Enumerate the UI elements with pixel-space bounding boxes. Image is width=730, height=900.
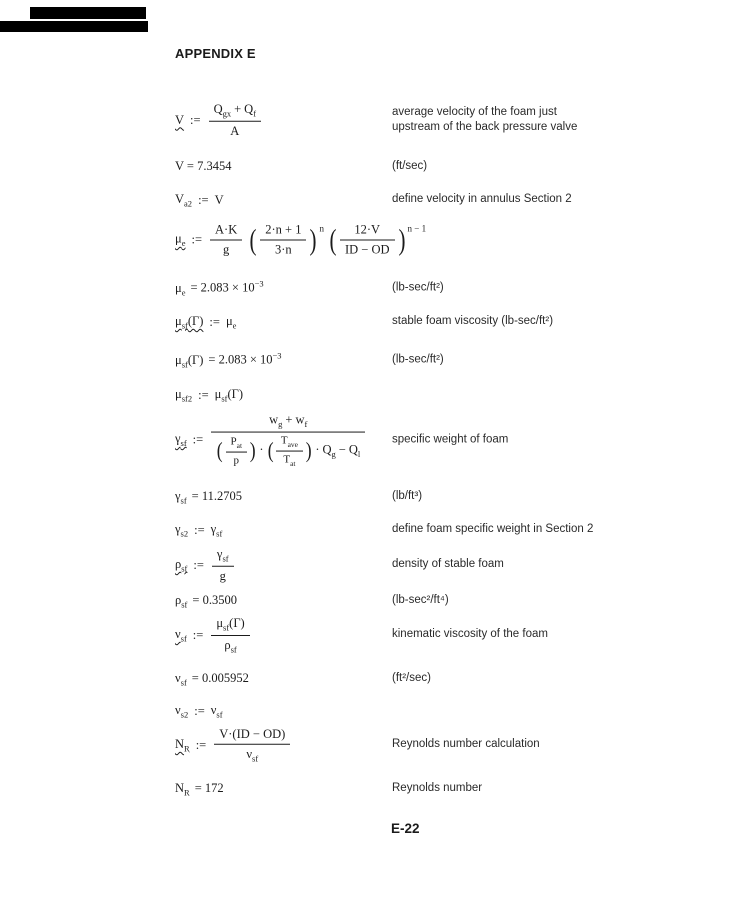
variable xyxy=(175,314,203,331)
value: = 2.083 × 10 xyxy=(190,280,255,295)
variable xyxy=(175,781,224,798)
subscript: sf xyxy=(180,438,187,449)
subscript: f xyxy=(304,419,308,430)
subscript: sf xyxy=(180,633,187,644)
assign-operator: := xyxy=(193,557,204,572)
numerator xyxy=(226,435,248,452)
assign-operator: := xyxy=(194,703,205,718)
exponent: −3 xyxy=(272,350,282,361)
variable xyxy=(211,522,223,539)
variable xyxy=(215,387,243,404)
subscript: e xyxy=(181,238,186,249)
variable xyxy=(175,432,187,449)
variable xyxy=(175,192,192,209)
minus-operator: − xyxy=(338,442,346,457)
paren-open: ( xyxy=(216,437,223,463)
math-expression xyxy=(175,102,392,139)
math-expression xyxy=(175,616,392,654)
variable xyxy=(283,453,296,468)
annotation: stable foam viscosity (lb-sec/ft²) xyxy=(392,315,554,328)
variable xyxy=(246,746,259,764)
paren-open: ( xyxy=(267,437,274,463)
equation-row xyxy=(175,727,720,764)
equation-row xyxy=(175,593,720,610)
page-number: E-22 xyxy=(391,821,420,836)
math-expression xyxy=(175,387,392,404)
math-expression xyxy=(175,547,392,584)
equation-row xyxy=(175,387,720,404)
variable xyxy=(175,737,190,754)
denominator xyxy=(276,451,303,467)
variable xyxy=(230,435,243,450)
variable xyxy=(213,101,232,119)
paren-close: ) xyxy=(398,223,405,256)
numerator xyxy=(276,434,303,451)
annotation: (lb-sec/ft²) xyxy=(392,281,444,294)
denominator xyxy=(211,432,365,467)
equation-row xyxy=(175,102,720,139)
value: = 0.005952 xyxy=(191,670,249,685)
annotation: (lb-sec/ft²) xyxy=(392,353,444,366)
annotation: specific weight of foam xyxy=(392,433,509,446)
base: γ xyxy=(216,546,223,561)
fraction xyxy=(226,435,248,466)
variable xyxy=(175,113,184,128)
math-expression xyxy=(175,781,392,798)
variable xyxy=(216,546,229,564)
fraction xyxy=(211,413,365,468)
numerator xyxy=(211,616,249,636)
value: = 172 xyxy=(194,780,224,795)
base: γ xyxy=(175,431,181,446)
base: μ xyxy=(175,313,182,328)
subscript: s2 xyxy=(180,709,189,720)
redaction-bar-top xyxy=(30,7,146,19)
base: Q xyxy=(213,101,223,116)
exponent: n xyxy=(319,223,324,234)
fraction xyxy=(212,547,234,584)
base: μ xyxy=(214,386,222,401)
base: ν xyxy=(210,702,217,717)
base: V xyxy=(214,192,224,207)
math-expression xyxy=(175,223,426,258)
argument: (Γ) xyxy=(187,352,204,367)
paren-group xyxy=(328,223,426,258)
paren-group xyxy=(248,223,324,258)
denominator xyxy=(211,636,249,655)
subscript: a2 xyxy=(184,198,193,209)
assign-operator: := xyxy=(198,192,209,207)
equation-row xyxy=(175,671,720,688)
denominator: A xyxy=(230,123,240,138)
variable xyxy=(175,557,187,574)
variable xyxy=(175,627,187,644)
subscript: sf2 xyxy=(181,393,193,404)
base: γ xyxy=(175,521,181,536)
subscript: gx xyxy=(222,108,232,119)
variable xyxy=(175,351,282,370)
variable xyxy=(175,522,188,539)
variable xyxy=(269,412,283,430)
annotation: (lb-sec²/ft⁴) xyxy=(392,594,449,607)
subscript: sf xyxy=(222,553,229,564)
equation-row xyxy=(175,351,720,370)
variable xyxy=(244,101,257,119)
math-expression xyxy=(175,314,392,331)
base: Q xyxy=(322,442,332,457)
math-expression xyxy=(175,159,392,174)
variable xyxy=(175,703,188,720)
assign-operator: := xyxy=(192,627,204,642)
subscript: sf xyxy=(216,528,223,539)
math-expression xyxy=(175,489,392,506)
fraction xyxy=(340,223,395,258)
subscript: s2 xyxy=(180,528,189,539)
subscript: ave xyxy=(287,439,298,449)
plus-operator: + xyxy=(234,101,242,116)
annotation xyxy=(392,104,577,135)
argument: (Γ) xyxy=(187,313,204,328)
base: Q xyxy=(244,101,254,116)
numerator: 12·V xyxy=(340,223,395,241)
fraction xyxy=(214,727,290,764)
equation-row xyxy=(175,547,720,584)
assign-operator: := xyxy=(195,737,207,752)
math-expression xyxy=(175,593,392,610)
subscript: sf xyxy=(180,495,187,506)
annotation: define velocity in annulus Section 2 xyxy=(392,193,572,206)
plus-operator: + xyxy=(285,412,293,427)
base: T xyxy=(280,434,288,447)
subscript: R xyxy=(184,787,190,798)
annotation-line: upstream of the back pressure valve xyxy=(392,121,578,133)
subscript: sf xyxy=(181,320,188,331)
numerator: 2·n + 1 xyxy=(260,223,306,241)
argument: (Γ) xyxy=(229,616,245,630)
variable xyxy=(211,703,223,720)
subscript: sf xyxy=(181,563,188,574)
base: V xyxy=(175,112,185,127)
annotation: density of stable foam xyxy=(392,558,504,571)
base: ν xyxy=(175,702,181,717)
fraction xyxy=(210,223,242,258)
equation-text: V = 7.3454 xyxy=(175,159,232,174)
assign-operator: := xyxy=(190,112,201,127)
numerator xyxy=(211,413,365,433)
assign-operator: := xyxy=(192,432,204,447)
exponent: −3 xyxy=(254,278,264,289)
equation-row xyxy=(175,522,720,539)
fraction xyxy=(209,102,261,139)
assign-operator: := xyxy=(191,232,203,247)
subscript: e xyxy=(181,287,186,298)
subscript: at xyxy=(236,440,243,450)
subscript: sf xyxy=(221,393,228,404)
numerator: V·(ID − OD) xyxy=(214,727,290,745)
fraction xyxy=(276,434,303,467)
equation-row xyxy=(175,616,720,654)
paren-close: ) xyxy=(309,223,317,256)
annotation: (ft/sec) xyxy=(392,160,428,173)
assign-operator: := xyxy=(209,314,220,329)
paren-close: ) xyxy=(249,437,256,463)
math-expression xyxy=(175,522,392,539)
base: μ xyxy=(175,386,182,401)
math-expression xyxy=(175,703,392,720)
subscript: e xyxy=(232,320,237,331)
base: V xyxy=(175,191,185,206)
base: μ xyxy=(175,231,182,246)
exponent: n − 1 xyxy=(407,223,427,234)
variable xyxy=(226,314,236,331)
subscript: sf xyxy=(181,359,188,370)
annotation: Reynolds number calculation xyxy=(392,738,540,751)
denominator xyxy=(214,745,290,764)
variable xyxy=(175,489,242,506)
value: = 0.3500 xyxy=(192,592,237,607)
subscript: g xyxy=(331,449,336,460)
equation-row xyxy=(175,279,720,298)
variable xyxy=(175,671,249,688)
denominator: ID − OD xyxy=(344,242,390,257)
annotation-line: average velocity of the foam just xyxy=(392,105,557,118)
variable xyxy=(348,442,361,460)
subscript: sf xyxy=(252,753,259,764)
base: ν xyxy=(175,670,181,685)
variable xyxy=(215,193,224,208)
math-expression xyxy=(175,727,392,764)
annotation: define foam specific weight in Section 2 xyxy=(392,523,594,536)
math-expression xyxy=(175,351,392,370)
base: μ xyxy=(175,352,182,367)
equation-row xyxy=(175,223,720,258)
numerator: A·K xyxy=(210,223,242,241)
annotation: (ft²/sec) xyxy=(392,672,431,685)
equation-row xyxy=(175,489,720,506)
subscript: at xyxy=(290,458,296,468)
equation-row xyxy=(175,413,720,468)
base: w xyxy=(295,412,305,427)
denominator: g xyxy=(223,242,230,257)
numerator xyxy=(212,547,234,567)
denominator: g xyxy=(219,568,226,583)
subscript: sf xyxy=(230,644,237,654)
equation-row xyxy=(175,781,720,798)
subscript: sf xyxy=(216,709,223,720)
subscript: R xyxy=(184,743,190,754)
subscript: sf xyxy=(223,622,230,633)
base: Q xyxy=(348,442,358,457)
subscript: sf xyxy=(181,599,188,610)
redaction-bar-bottom xyxy=(0,21,148,32)
denominator: 3·n xyxy=(275,242,292,257)
base: γ xyxy=(210,521,217,536)
base: ρ xyxy=(224,637,231,652)
subscript: l xyxy=(357,449,361,460)
math-expression xyxy=(175,192,392,209)
math-expression xyxy=(175,279,392,298)
denominator: p xyxy=(233,454,240,467)
subscript: sf xyxy=(180,677,187,688)
base: ν xyxy=(175,626,181,641)
math-expression xyxy=(175,413,392,468)
base: N xyxy=(175,736,185,751)
base: ρ xyxy=(175,592,182,607)
equation-row xyxy=(175,159,720,175)
page-title: APPENDIX E xyxy=(175,45,256,61)
variable xyxy=(280,434,298,449)
variable xyxy=(175,387,192,404)
paren-close: ) xyxy=(305,437,312,463)
base: N xyxy=(175,780,185,795)
base: P xyxy=(230,435,237,448)
variable xyxy=(295,412,308,430)
assign-operator: := xyxy=(198,387,209,402)
base: γ xyxy=(175,488,181,503)
base: ρ xyxy=(175,556,182,571)
base: T xyxy=(283,453,291,466)
annotation: Reynolds number xyxy=(392,782,483,795)
multiply-operator: · xyxy=(259,442,264,457)
equation-row xyxy=(175,192,720,209)
fraction xyxy=(260,223,306,258)
assign-operator: := xyxy=(194,522,205,537)
subscript: f xyxy=(253,108,257,119)
equation-row xyxy=(175,703,720,720)
base: μ xyxy=(175,280,182,295)
argument: (Γ) xyxy=(227,386,244,401)
paren-open: ( xyxy=(329,223,337,256)
paren-open: ( xyxy=(249,223,257,256)
math-expression xyxy=(175,671,392,688)
numerator xyxy=(209,102,261,122)
base: w xyxy=(269,412,279,427)
subscript: g xyxy=(278,419,283,430)
annotation: kinematic viscosity of the foam xyxy=(392,628,548,641)
variable xyxy=(175,232,185,249)
variable xyxy=(322,442,336,460)
equation-row xyxy=(175,314,720,331)
variable xyxy=(175,279,264,298)
variable xyxy=(175,593,237,610)
base: μ xyxy=(216,616,224,630)
base: ν xyxy=(246,746,253,761)
annotation: (lb/ft³) xyxy=(392,490,423,503)
value: = 11.2705 xyxy=(191,488,243,503)
variable xyxy=(224,638,236,652)
multiply-operator: · xyxy=(315,442,320,457)
value: = 2.083 × 10 xyxy=(208,352,273,367)
base: μ xyxy=(225,313,233,328)
fraction xyxy=(211,616,249,654)
variable xyxy=(216,616,245,633)
